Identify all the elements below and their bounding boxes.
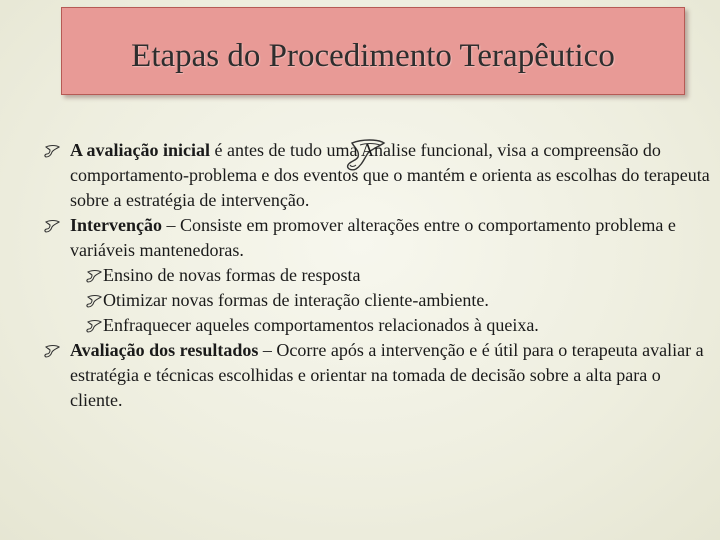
list-item (44, 213, 714, 263)
list-item (44, 338, 714, 413)
sub-list-item (44, 288, 714, 313)
item-text: Ensino de novas formas de resposta (103, 265, 361, 285)
item-text: Enfraquecer aqueles comportamentos relacionados à queixa. (103, 315, 539, 335)
scroll-bullet-icon (86, 269, 102, 283)
title-box (61, 7, 685, 95)
scroll-bullet-icon (44, 344, 60, 358)
list-item (44, 138, 714, 213)
item-heading: Avaliação dos resultados (70, 340, 259, 360)
scroll-bullet-icon (86, 319, 102, 333)
scroll-bullet-icon (44, 144, 60, 158)
item-text: – Ocorre após a intervenção e é útil para o terapeuta avaliar a estratégia e técnicas escolhidas e orientar na tomada de decisão sobre a alta para o cliente. (70, 340, 704, 410)
scroll-bullet-icon (44, 219, 60, 233)
sub-list-item (44, 263, 714, 288)
item-text: é antes de tudo uma Analise funcional, visa a compreensão do comportamento-problema e dos eventos que o mantém e orienta as escolhas do terapeuta sobre a estratégia de intervenção. (70, 140, 710, 210)
sub-list-item (44, 313, 714, 338)
item-heading: Intervenção (70, 215, 162, 235)
slide-title: Etapas do Procedimento Terapêutico (131, 38, 615, 74)
scroll-bullet-icon (86, 294, 102, 308)
bullet-list (44, 138, 714, 413)
item-text: – Consiste em promover alterações entre o comportamento problema e variáveis mantenedoras. (70, 215, 676, 260)
item-heading: A avaliação inicial (70, 140, 211, 160)
item-text: Otimizar novas formas de interação cliente-ambiente. (103, 290, 489, 310)
